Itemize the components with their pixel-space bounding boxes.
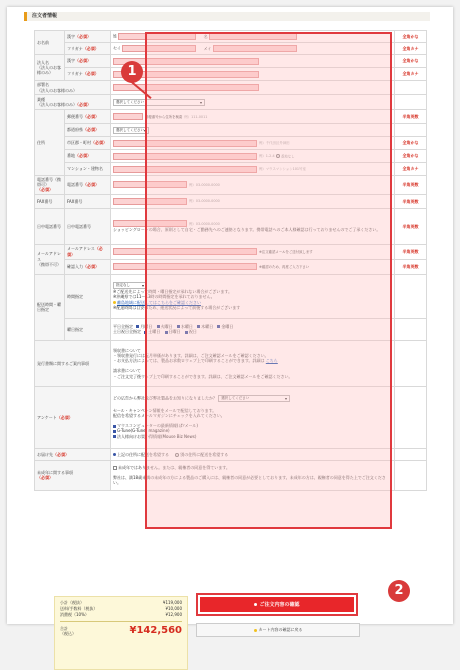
day-checkbox-tue[interactable] xyxy=(157,325,160,328)
delivery-time-select[interactable]: 指定なし xyxy=(113,282,147,289)
industry-select[interactable]: 選択してください xyxy=(113,99,205,106)
newsletter-checkbox-3[interactable] xyxy=(113,435,116,438)
newsletter-checkbox-1[interactable] xyxy=(113,425,116,428)
order-summary: 小計（税抜） ¥119,000 送料/手数料（税抜） ¥10,000 消費税（10%） ¥12,900 合計 （税込） ¥142,560 xyxy=(54,596,188,670)
step-badge-2: 2 xyxy=(388,580,410,602)
street-number-input[interactable] xyxy=(113,153,257,160)
zip-input[interactable] xyxy=(113,113,143,120)
first-name-input[interactable] xyxy=(209,33,297,40)
last-name-kana-input[interactable] xyxy=(122,45,196,52)
no-street-number-radio[interactable] xyxy=(276,154,280,158)
email-confirm-input[interactable] xyxy=(113,263,257,270)
newsletter-checkbox-2[interactable] xyxy=(113,430,116,433)
phone-input[interactable] xyxy=(113,181,187,188)
day-checkbox-thu[interactable] xyxy=(197,325,200,328)
minor-consent-checkbox[interactable] xyxy=(113,466,117,470)
ship-same-address-radio[interactable] xyxy=(113,453,116,456)
section-title: 注文者情報 xyxy=(24,12,430,21)
survey-select[interactable]: 選択してください xyxy=(218,395,290,402)
day-checkbox-holiday[interactable] xyxy=(185,331,188,334)
email-input[interactable] xyxy=(113,248,257,255)
daytime-phone-input[interactable] xyxy=(113,220,187,227)
first-name-kana-input[interactable] xyxy=(213,45,297,52)
zip-search-link[interactable]: 郵便番号から住所を検索 xyxy=(145,114,183,119)
day-checkbox-fri[interactable] xyxy=(217,325,220,328)
day-checkbox-wed[interactable] xyxy=(177,325,180,328)
prefecture-select[interactable]: 選択してください xyxy=(113,127,149,134)
info-icon xyxy=(113,301,116,304)
building-input[interactable] xyxy=(113,166,257,173)
day-checkbox-sat[interactable] xyxy=(144,331,147,334)
ship-other-address-radio[interactable] xyxy=(175,453,179,457)
remote-island-link[interactable]: 離島地域に配送してはこちらをご確認ください xyxy=(117,299,201,305)
bullet-icon xyxy=(254,603,257,606)
back-to-cart-button[interactable]: カート内容の確認に戻る xyxy=(196,623,360,637)
order-form-table: お名前 漢字（必須） 姓 名 全角かな フリガナ（必須） セイ メイ 全角カナ 法人名 （法人のお客様のみ） 漢字（必須） 全角かな フリガナ（必須） 全角カナ 部署名 （法人のお客様のみ） 業種 （法人のお客様のみ）（必須） 選択してください 住所 郵便番号（必須） 郵便番号から住所を検索 例）111-0011 半角英数 都道府県（必須） 選択してください 市区郡・町村（必須） 例）千代田区外神田 全角かな 番地（必須） 例）1-2-4 番地なし 全角かな マンション・建物名 例）マウスマンション101号室 全角カナ 電話番号（携帯可）（必須） 電話番号（必須） 例）03-0000-0000 半角英数 FAX番号 FAX番号 例）03-0000-0000 半角英数 日中電話番号 日中電話番号 例）03-0000-0000 ショッピングローンの場合、原則として自宅・ご勤務先へのご連絡となります。携帯電話へのご本人様確認は行っておりませんのでご了承ください。 半角英数 メールアドレス （携帯不可） メールアドレス（必須） ※注文確認メールをご送付致します 半角英数 確認入力（必須） ※確認のため、再度ご入力下さい 半角英数 配送時間・曜日指定 時間指定 指定なし ※ご配送先によって時間・曜日指定が承れない場合がございます。 ※沖縄県では11～13時の時間指定を承れておりません。 離島地域に配送してはこちらをご確認ください ※配達時間は目安のため、運送状況によって前後する場合がございます 曜日指定 平日全指定 月曜日 火曜日 水曜日 木曜日 金曜日 土日祝日全指定 土曜日 日曜日 祝日 発行書類に関するご案内事項 領収書について ・領収書発行には元月単価があります。詳細は、ご注文確認メールをご確認ください。 ・お支払方法によっては、製品お求数ロウェブ上で印刷することができます。詳細は こちら 請求書について ・ご注文完了後ウェブ上で印刷することができます。詳細は、ご注文確認メールをご確認ください。 アンケート（必須） どの広告から弊社及び弊社製品をお知りになりましたか？ 選択してください セール・キャンペーン情報をメールで配信しております。 配信を希望するメールマガジンにチェックを入れてください。 マウスコンピューターの最新情報(ぱｿメール) G-Tune(G-Tune) magazine) 法人様向けお買い得情報(Mouse Biz News) お届け先（必須） 上記の住所に配送を希望する 別の住所に配送を希望する 未成年に関する事項 （必須） 未成年ではありません。または、親権者の同意を得ています。 弊社は、満18歳未満の未成年の方による製品のご購入には、親権者の同意が必要としております。未成年の方は、親権者の同意を得た上でご注文ください。 xyxy=(34,30,427,491)
name-label-cell: お名前 xyxy=(35,31,65,55)
day-checkbox-sun[interactable] xyxy=(165,331,168,334)
receipt-link[interactable]: こちら xyxy=(265,357,278,363)
bullet-icon xyxy=(254,629,257,632)
day-checkbox-mon[interactable] xyxy=(136,325,139,328)
step-badge-1: 1 xyxy=(121,61,143,83)
order-total: ¥142,560 xyxy=(129,625,182,636)
city-input[interactable] xyxy=(113,140,257,147)
last-name-input[interactable] xyxy=(118,33,196,40)
fax-input[interactable] xyxy=(113,198,187,205)
confirm-order-button[interactable]: ご注文内容の確認 xyxy=(196,593,358,616)
